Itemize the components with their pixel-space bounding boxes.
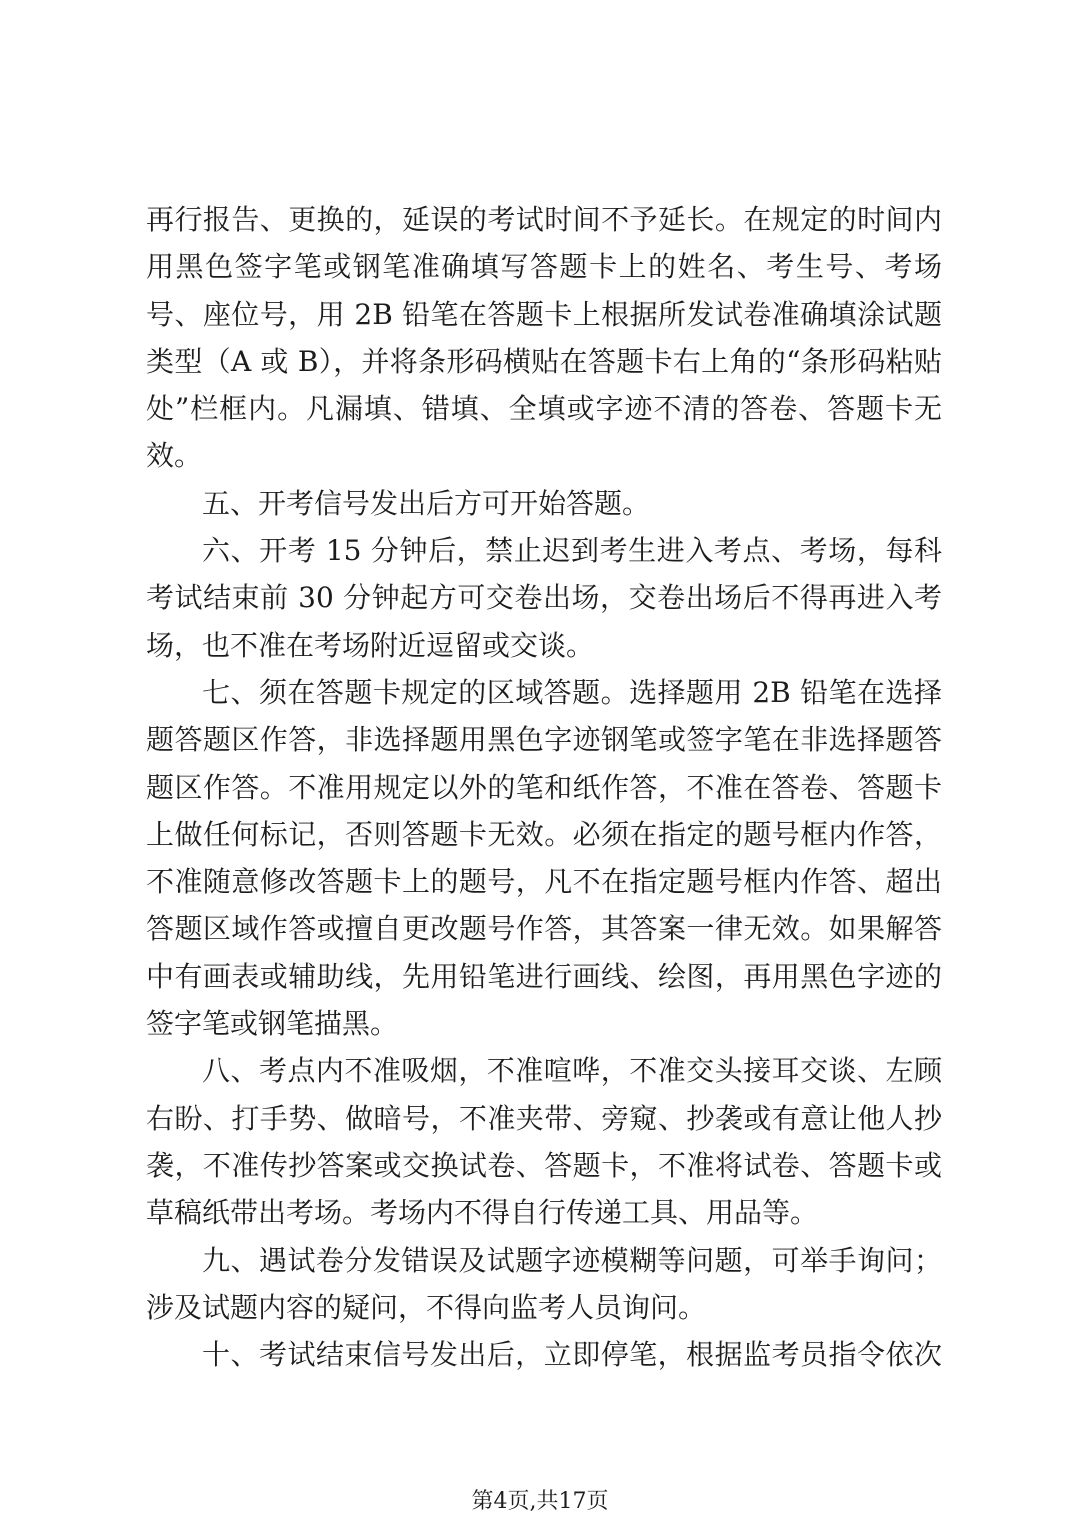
- paragraph-item-7: 七、须在答题卡规定的区域答题。选择题用 2B 铅笔在选择题答题区作答，非选择题用黑色字迹钢笔或签字笔在非选择题答题区作答。不准用规定以外的笔和纸作答，不准在答卷、答题卡上做任何标记，否则答题卡无效。必须在指定的题号框内作答，不准随意修改答题卡上的题号，凡不在指定题号框内作答、超出答题区域作答或擅自更改题号作答，其答案一律无效。如果解答中有画表或辅助线，先用铅笔进行画线、绘图，再用黑色字迹的签字笔或钢笔描黑。: [146, 675, 942, 1041]
- paragraph-item-6: 六、开考 15 分钟后，禁止迟到考生进入考点、考场，每科考试结束前 30 分钟起方可交卷出场，交卷出场后不得再进入考场，也不准在考场附近逗留或交谈。: [146, 534, 942, 662]
- page-footer-number: 第4页,共17页: [471, 1489, 609, 1514]
- paragraph-item-8: 八、考点内不准吸烟，不准喧哗，不准交头接耳交谈、左顾右盼、打手势、做暗号，不准夹带、旁窥、抄袭或有意让他人抄袭，不准传抄答案或交换试卷、答题卡，不准将试卷、答题卡或草稿纸带出考场。考场内不得自行传递工具、用品等。: [146, 1054, 942, 1230]
- paragraph-continued: 再行报告、更换的，延误的考试时间不予延长。在规定的时间内用黑色签字笔或钢笔准确填写答题卡上的姓名、考生号、考场号、座位号，用 2B 铅笔在答题卡上根据所发试卷准确填涂试题类型（A 或 B），并将条形码横贴在答题卡右上角的“条形码粘贴处”栏框内。凡漏填、错填、全填或字迹不清的答卷、答题卡无效。: [146, 203, 942, 473]
- paragraph-item-9: 九、遇试卷分发错误及试题字迹模糊等问题，可举手询问；涉及试题内容的疑问，不得向监考人员询问。: [146, 1243, 942, 1324]
- paragraph-item-5: 五、开考信号发出后方可开始答题。: [202, 486, 651, 520]
- paragraph-item-10: 十、考试结束信号发出后，立即停笔，根据监考员指令依次: [202, 1338, 942, 1372]
- document-body: [146, 196, 942, 1378]
